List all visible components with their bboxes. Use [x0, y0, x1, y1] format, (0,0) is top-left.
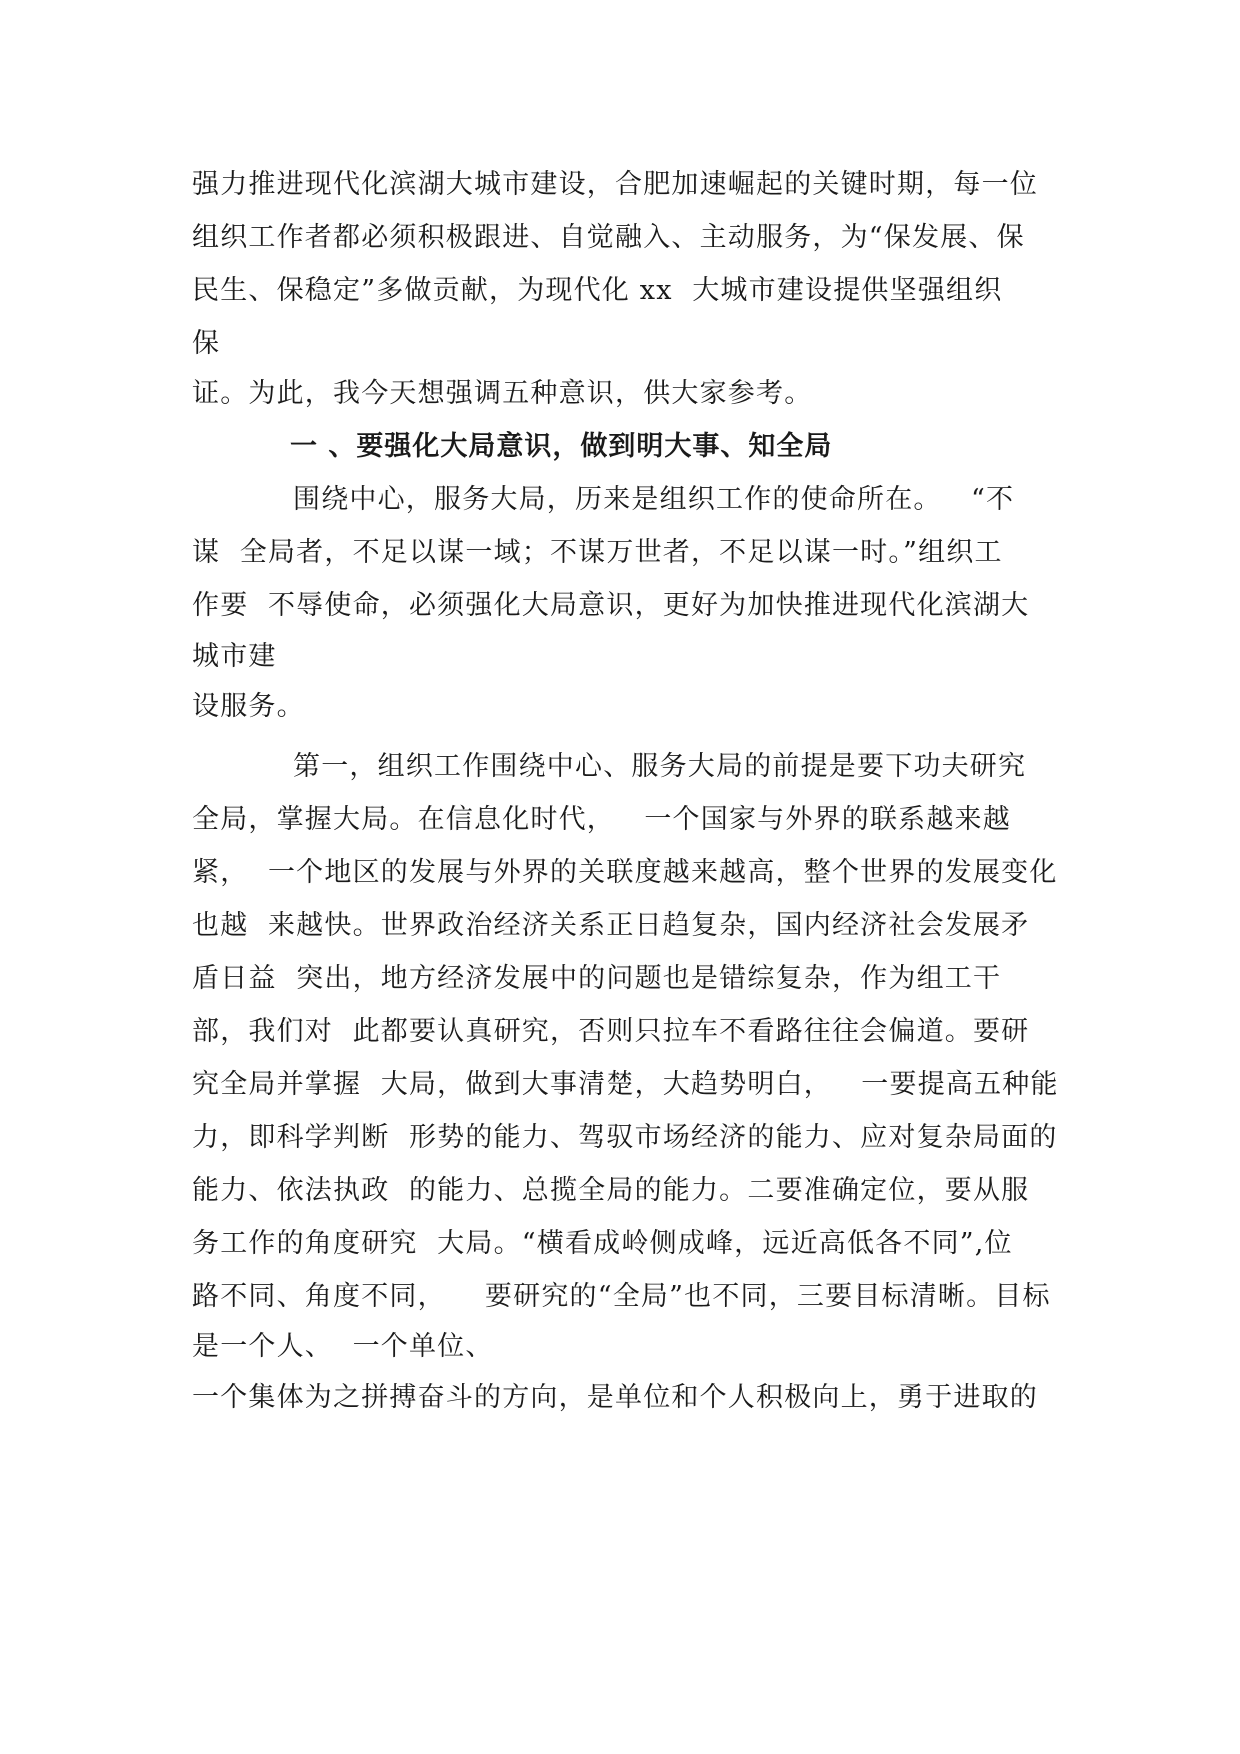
body-text-line: 设服务。: [192, 691, 305, 722]
body-text-line: 作要 不辱使命，必须强化大局意识，更好为加快推进现代化滨湖大: [192, 590, 1030, 621]
body-text-line: 组织工作者都必须积极跟进、自觉融入、主动服务，为“保发展、保: [192, 222, 1025, 253]
body-text-line: 证。为此，我今天想强调五种意识，供大家参考。: [192, 378, 813, 409]
body-text-line: 是一个人、 一个单位、: [192, 1331, 494, 1362]
body-text-line: 强力推进现代化滨湖大城市建设，合肥加速崛起的关键时期，每一位: [192, 169, 1038, 200]
body-text-line: 保: [192, 328, 221, 359]
body-text-line: 盾日益 突出，地方经济发展中的问题也是错综复杂，作为组工干: [192, 963, 1002, 994]
body-text-line: 谋 全局者，不足以谋一域；不谋万世者，不足以谋一时。”组织工: [192, 537, 1003, 568]
body-text-line: 路不同、角度不同， 要研究的“全局”也不同，三要目标清晰。目标: [192, 1281, 1051, 1312]
body-text-line: 城市建: [192, 641, 277, 672]
body-text-line: 也越 来越快。世界政治经济关系正日趋复杂，国内经济社会发展矛: [192, 910, 1030, 941]
body-text-line: 力，即科学判断 形势的能力、驾驭市场经济的能力、应对复杂局面的: [192, 1122, 1058, 1153]
body-text-line: 民生、保稳定”多做贡献，为现代化 xx 大城市建设提供坚强组织: [192, 275, 1003, 306]
section-heading: 一 、要强化大局意识，做到明大事、知全局: [290, 431, 833, 462]
body-text-line: 紧， 一个地区的发展与外界的关联度越来越高，整个世界的发展变化: [192, 857, 1058, 888]
body-text-line: 部，我们对 此都要认真研究，否则只拉车不看路往往会偏道。要研: [192, 1016, 1030, 1047]
paragraph-first-line: 第一，组织工作围绕中心、服务大局的前提是要下功夫研究: [293, 751, 1027, 782]
body-text-line: 全局，掌握大局。在信息化时代， 一个国家与外界的联系越来越: [192, 804, 1011, 835]
body-text-line: 一个集体为之拼搏奋斗的方向，是单位和个人积极向上，勇于进取的: [192, 1382, 1038, 1413]
body-text-line: 究全局并掌握 大局，做到大事清楚，大趋势明白， 一要提高五种能: [192, 1069, 1059, 1100]
paragraph-first-line: 围绕中心，服务大局，历来是组织工作的使命所在。 “不: [293, 484, 1015, 515]
body-text-line: 能力、依法执政 的能力、总揽全局的能力。二要准确定位，要从服: [192, 1175, 1030, 1206]
body-text-line: 务工作的角度研究 大局。“横看成岭侧成峰，远近高低各不同”,位: [192, 1228, 1013, 1259]
